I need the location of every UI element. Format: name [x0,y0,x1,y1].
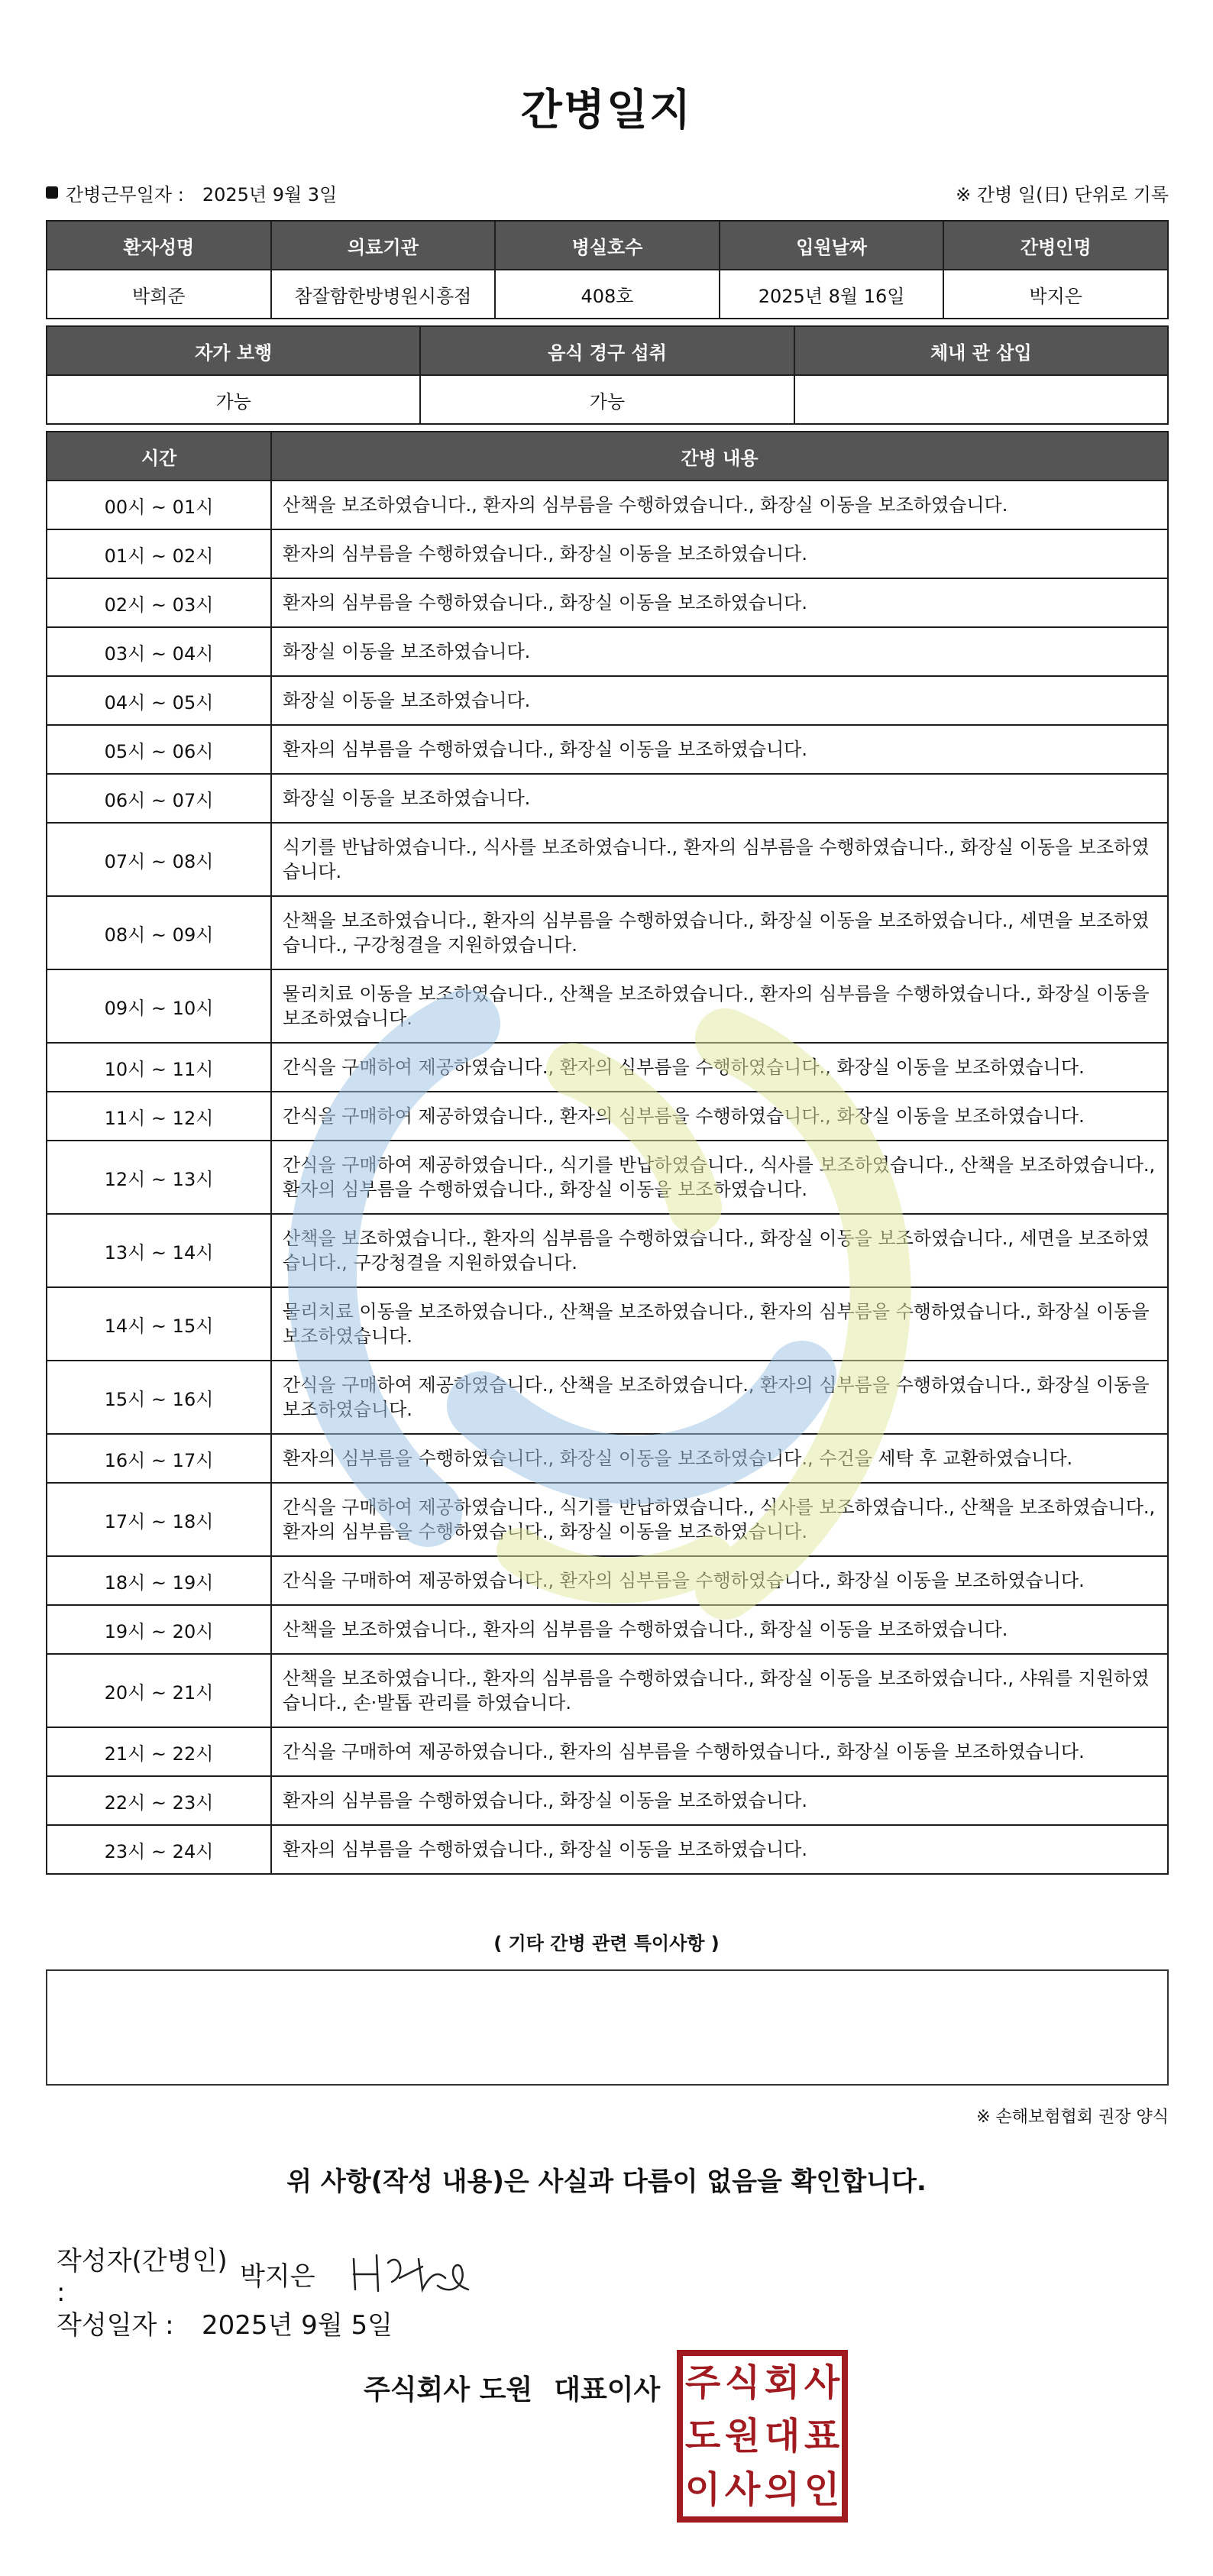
log-row [47,1043,1168,1092]
care-log-table [46,431,1169,1875]
log-content-cell: 간식을 구매하여 제공하였습니다., 식기를 반납하였습니다., 식사를 보조하였습니다., 산책을 보조하였습니다., 환자의 심부름을 수행하였습니다., 화장실 이동을 보조하였습니다. [271,1483,1168,1556]
log-row [47,627,1168,676]
log-content-cell: 환자의 심부름을 수행하였습니다., 화장실 이동을 보조하였습니다. [271,578,1168,627]
work-date-value: 2025년 9월 3일 [202,183,338,205]
log-row [47,969,1168,1043]
caregiver-name: 박지은 [943,270,1168,319]
log-row [47,823,1168,896]
log-content-cell: 간식을 구매하여 제공하였습니다., 식기를 반납하였습니다., 식사를 보조하였습니다., 산책을 보조하였습니다., 환자의 심부름을 수행하였습니다., 화장실 이동을 보조하였습니다. [271,1141,1168,1214]
header-hospital: 의료기관 [271,221,496,270]
admission-date: 2025년 8월 16일 [720,270,944,319]
log-row [47,1654,1168,1727]
seal-character: 표 [804,2415,840,2458]
log-content-cell: 간식을 구매하여 제공하였습니다., 환자의 심부름을 수행하였습니다., 화장실 이동을 보조하였습니다. [271,1043,1168,1092]
log-content-cell: 화장실 이동을 보조하였습니다. [271,774,1168,823]
log-content-cell: 산책을 보조하였습니다., 환자의 심부름을 수행하였습니다., 화장실 이동을 보조하였습니다. [271,1605,1168,1654]
log-row [47,896,1168,969]
log-time-cell: 18시 ~ 19시 [47,1556,271,1605]
header-oral-intake: 음식 경구 섭취 [420,326,794,375]
log-row [47,1214,1168,1287]
log-content-cell: 간식을 구매하여 제공하였습니다., 환자의 심부름을 수행하였습니다., 화장실 이동을 보조하였습니다. [271,1727,1168,1776]
log-row [47,1092,1168,1141]
seal-character: 대 [764,2415,801,2458]
seal-character: 도 [684,2415,721,2458]
log-content-cell: 간식을 구매하여 제공하였습니다., 환자의 심부름을 수행하였습니다., 화장실 이동을 보조하였습니다. [271,1092,1168,1141]
signature-icon [346,2244,476,2305]
log-content-cell: 환자의 심부름을 수행하였습니다., 화장실 이동을 보조하였습니다. [271,1776,1168,1825]
log-row [47,1556,1168,1605]
log-time-cell: 14시 ~ 15시 [47,1287,271,1361]
written-date-value: 2025년 9월 5일 [202,2310,393,2341]
hospital-name: 참잘함한방병원시흥점 [271,270,496,319]
log-time-cell: 11시 ~ 12시 [47,1092,271,1141]
seal-character: 주 [684,2361,721,2404]
log-time-cell: 15시 ~ 16시 [47,1361,271,1434]
page-title: 간병일지 [520,86,693,135]
writer-name: 박지은 [240,2261,315,2292]
log-header-row [47,432,1168,481]
log-row [47,725,1168,774]
header-time: 시간 [47,432,271,481]
log-content-cell: 화장실 이동을 보조하였습니다. [271,627,1168,676]
written-date-label: 작성일자 : [57,2310,174,2341]
patient-info-value-row [47,270,1168,319]
log-row [47,1287,1168,1361]
seal-character: 의 [764,2468,801,2511]
log-time-cell: 10시 ~ 11시 [47,1043,271,1092]
written-date-row [57,2304,393,2341]
seal-character: 인 [804,2468,840,2511]
log-row [47,1727,1168,1776]
log-row [47,529,1168,578]
seal-character: 원 [724,2415,761,2458]
log-time-cell: 06시 ~ 07시 [47,774,271,823]
log-row [47,578,1168,627]
log-content-cell: 환자의 심부름을 수행하였습니다., 화장실 이동을 보조하였습니다. [271,725,1168,774]
log-time-cell: 16시 ~ 17시 [47,1434,271,1483]
header-caregiver: 간병인명 [943,221,1168,270]
seal-character: 이 [684,2468,721,2511]
log-time-cell: 03시 ~ 04시 [47,627,271,676]
company-seal-icon [677,2350,848,2523]
header-tube: 체내 관 삽입 [794,326,1168,375]
log-time-cell: 19시 ~ 20시 [47,1605,271,1654]
log-content-cell: 산책을 보조하였습니다., 환자의 심부름을 수행하였습니다., 화장실 이동을 보조하였습니다., 세면을 보조하였습니다., 구강청결을 지원하였습니다. [271,1214,1168,1287]
log-row [47,1483,1168,1556]
patient-name: 박희준 [47,270,271,319]
log-content-cell: 간식을 구매하여 제공하였습니다., 산책을 보조하였습니다., 환자의 심부름을 수행하였습니다., 화장실 이동을 보조하였습니다. [271,1361,1168,1434]
ability-header-row [47,326,1168,375]
log-content-cell: 산책을 보조하였습니다., 환자의 심부름을 수행하였습니다., 화장실 이동을 보조하였습니다., 세면을 보조하였습니다., 구강청결을 지원하였습니다. [271,896,1168,969]
header-admission-date: 입원날짜 [720,221,944,270]
log-time-cell: 22시 ~ 23시 [47,1776,271,1825]
header-room: 병실호수 [495,221,720,270]
seal-character: 식 [724,2361,761,2404]
seal-character: 사 [724,2468,761,2511]
log-time-cell: 21시 ~ 22시 [47,1727,271,1776]
log-content-cell: 화장실 이동을 보조하였습니다. [271,676,1168,725]
company-name: 주식회사 도원 [364,2374,533,2406]
bullet-square-icon [46,186,58,199]
log-row [47,481,1168,529]
work-date-label: 간병근무일자 : [66,183,184,205]
log-content-cell: 환자의 심부름을 수행하였습니다., 화장실 이동을 보조하였습니다. [271,1825,1168,1874]
unit-note: ※ 간병 일(日) 단위로 기록 [956,183,1169,205]
log-time-cell: 01시 ~ 02시 [47,529,271,578]
log-time-cell: 00시 ~ 01시 [47,481,271,529]
patient-info-header-row [47,221,1168,270]
header-care-content: 간병 내용 [271,432,1168,481]
log-time-cell: 05시 ~ 06시 [47,725,271,774]
room-number: 408호 [495,270,720,319]
seal-character: 사 [804,2361,840,2404]
log-row [47,1605,1168,1654]
tube-value [794,375,1168,424]
company-title: 대표이사 [554,2374,661,2406]
oral-intake-value: 가능 [420,375,794,424]
work-date-group [46,180,337,206]
company-row [364,2368,660,2407]
log-time-cell: 17시 ~ 18시 [47,1483,271,1556]
writer-label: 작성자(간병인) : [57,2246,228,2308]
log-content-cell: 물리치료 이동을 보조하였습니다., 산책을 보조하였습니다., 환자의 심부름을 수행하였습니다., 화장실 이동을 보조하였습니다. [271,969,1168,1043]
log-time-cell: 13시 ~ 14시 [47,1214,271,1287]
seal-character: 회 [764,2361,801,2404]
remarks-box [46,1969,1169,2086]
log-content-cell: 물리치료 이동을 보조하였습니다., 산책을 보조하였습니다., 환자의 심부름을 수행하였습니다., 화장실 이동을 보조하였습니다. [271,1287,1168,1361]
log-content-cell: 식기를 반납하였습니다., 식사를 보조하였습니다., 환자의 심부름을 수행하였습니다., 화장실 이동을 보조하였습니다. [271,823,1168,896]
log-row [47,774,1168,823]
writer-row [57,2240,476,2308]
log-content-cell: 환자의 심부름을 수행하였습니다., 화장실 이동을 보조하였습니다. [271,529,1168,578]
log-row [47,1776,1168,1825]
insurance-note: ※ 손해보험협회 권장 양식 [976,2108,1169,2127]
log-time-cell: 02시 ~ 03시 [47,578,271,627]
ability-table [46,325,1169,425]
meta-row [46,177,1169,208]
remarks-title: ( 기타 간병 관련 특이사항 ) [493,1933,720,1954]
patient-info-table [46,220,1169,319]
log-row [47,1434,1168,1483]
log-row [47,1141,1168,1214]
confirmation-statement: 위 사항(작성 내용)은 사실과 다름이 없음을 확인합니다. [286,2167,927,2197]
ability-value-row [47,375,1168,424]
log-body [47,481,1168,1874]
log-time-cell: 09시 ~ 10시 [47,969,271,1043]
log-time-cell: 08시 ~ 09시 [47,896,271,969]
log-row [47,676,1168,725]
log-content-cell: 환자의 심부름을 수행하였습니다., 화장실 이동을 보조하였습니다., 수건을 세탁 후 교환하였습니다. [271,1434,1168,1483]
log-time-cell: 07시 ~ 08시 [47,823,271,896]
log-row [47,1361,1168,1434]
log-row [47,1825,1168,1874]
header-walking: 자가 보행 [47,326,420,375]
log-content-cell: 산책을 보조하였습니다., 환자의 심부름을 수행하였습니다., 화장실 이동을 보조하였습니다. [271,481,1168,529]
header-patient-name: 환자성명 [47,221,271,270]
log-time-cell: 12시 ~ 13시 [47,1141,271,1214]
log-content-cell: 간식을 구매하여 제공하였습니다., 환자의 심부름을 수행하였습니다., 화장실 이동을 보조하였습니다. [271,1556,1168,1605]
log-time-cell: 04시 ~ 05시 [47,676,271,725]
log-time-cell: 20시 ~ 21시 [47,1654,271,1727]
log-time-cell: 23시 ~ 24시 [47,1825,271,1874]
walking-value: 가능 [47,375,420,424]
log-content-cell: 산책을 보조하였습니다., 환자의 심부름을 수행하였습니다., 화장실 이동을 보조하였습니다., 샤워를 지원하였습니다., 손·발톱 관리를 하였습니다. [271,1654,1168,1727]
